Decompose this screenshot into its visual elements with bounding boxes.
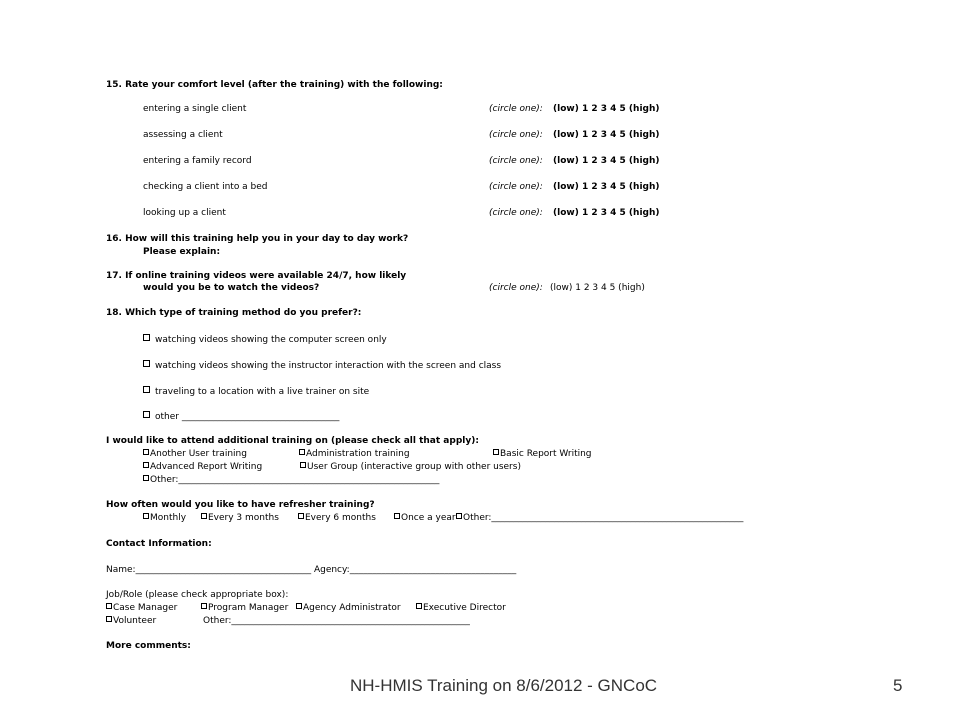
option-label: Every 3 months xyxy=(208,513,279,523)
additional-option[interactable] xyxy=(300,462,521,473)
q16-explain: Please explain: xyxy=(143,247,221,257)
checkbox-icon[interactable] xyxy=(394,513,400,519)
checkbox-icon[interactable] xyxy=(143,449,149,455)
refresher-option[interactable] xyxy=(143,513,186,524)
option-label: Other:________________________________________________________ xyxy=(463,513,744,523)
option-label: Every 6 months xyxy=(305,513,376,523)
option-label: Volunteer xyxy=(113,616,157,626)
option-label: Once a year xyxy=(401,513,456,523)
q16-title: 16. How will this training help you in your day to day work? xyxy=(106,234,409,244)
option-label: Program Manager xyxy=(208,603,289,613)
role-option[interactable] xyxy=(106,616,156,627)
q15-item-label: checking a client into a bed xyxy=(143,182,268,192)
checkbox-icon[interactable] xyxy=(143,360,150,367)
role-option[interactable] xyxy=(106,603,177,614)
checkbox-icon[interactable] xyxy=(296,603,302,609)
rating-scale[interactable]: (low) 1 2 3 4 5 (high) xyxy=(553,208,660,218)
checkbox-icon[interactable] xyxy=(493,449,499,455)
rating-scale[interactable]: (low) 1 2 3 4 5 (high) xyxy=(553,156,660,166)
option-label: Other:__________________________________________________________ xyxy=(150,475,440,485)
q18-option[interactable] xyxy=(143,411,339,423)
q18-option-label: other ___________________________________ xyxy=(155,412,340,422)
option-label: Case Manager xyxy=(113,603,178,613)
rating-scale[interactable]: (low) 1 2 3 4 5 (high) xyxy=(553,130,660,140)
rating-scale[interactable]: (low) 1 2 3 4 5 (high) xyxy=(553,104,660,114)
q18-option[interactable] xyxy=(143,386,369,398)
circle-one-label: (circle one): xyxy=(489,130,543,140)
option-label: Basic Report Writing xyxy=(500,449,592,459)
option-label: User Group (interactive group with other users) xyxy=(307,462,521,472)
q15-title: 15. Rate your comfort level (after the training) with the following: xyxy=(106,80,443,90)
q18-option-label: watching videos showing the computer screen only xyxy=(155,335,387,345)
checkbox-icon[interactable] xyxy=(299,449,305,455)
refresher-option[interactable] xyxy=(394,513,456,524)
circle-one-label: (circle one): xyxy=(489,208,543,218)
q15-item-label: looking up a client xyxy=(143,208,226,218)
q18-option[interactable] xyxy=(143,334,387,346)
checkbox-icon[interactable] xyxy=(298,513,304,519)
refresher-option[interactable] xyxy=(298,513,376,524)
q15-item-label: entering a single client xyxy=(143,104,247,114)
checkbox-icon[interactable] xyxy=(201,513,207,519)
checkbox-icon[interactable] xyxy=(143,334,150,341)
rating-scale[interactable]: (low) 1 2 3 4 5 (high) xyxy=(550,283,645,293)
more-comments-label: More comments: xyxy=(106,641,191,651)
role-option[interactable] xyxy=(201,603,288,614)
additional-training-title: I would like to attend additional training on (please check all that apply): xyxy=(106,436,479,446)
option-label: Executive Director xyxy=(423,603,506,613)
option-label: Agency Administrator xyxy=(303,603,401,613)
role-option[interactable] xyxy=(416,603,506,614)
checkbox-icon[interactable] xyxy=(143,513,149,519)
footer-title: NH-HMIS Training on 8/6/2012 - GNCoC xyxy=(350,676,658,695)
refresher-other[interactable] xyxy=(456,513,743,524)
job-role-title: Job/Role (please check appropriate box): xyxy=(106,590,289,600)
circle-one-label: (circle one): xyxy=(489,104,543,114)
q15-item-label: entering a family record xyxy=(143,156,252,166)
checkbox-icon[interactable] xyxy=(143,411,150,418)
checkbox-icon[interactable] xyxy=(143,462,149,468)
circle-one-label: (circle one): xyxy=(489,182,543,192)
checkbox-icon[interactable] xyxy=(456,513,462,519)
name-agency-line[interactable]: Name:_______________________________________ Agency:_____________________________________ xyxy=(106,565,517,575)
additional-option[interactable] xyxy=(143,462,262,473)
checkbox-icon[interactable] xyxy=(106,603,112,609)
role-option[interactable] xyxy=(296,603,401,614)
checkbox-icon[interactable] xyxy=(143,386,150,393)
checkbox-icon[interactable] xyxy=(201,603,207,609)
additional-option[interactable] xyxy=(143,449,247,460)
option-label: Monthly xyxy=(150,513,187,523)
q18-title: 18. Which type of training method do you prefer?: xyxy=(106,308,362,318)
page-number: 5 xyxy=(893,676,903,695)
checkbox-icon[interactable] xyxy=(106,616,112,622)
additional-other[interactable] xyxy=(143,475,439,486)
q15-item-label: assessing a client xyxy=(143,130,223,140)
q18-option-label: traveling to a location with a live trainer on site xyxy=(155,387,370,397)
additional-option[interactable] xyxy=(299,449,410,460)
option-label: Advanced Report Writing xyxy=(150,462,263,472)
role-other-line[interactable]: Other:_____________________________________________________ xyxy=(203,616,470,626)
q18-option-label: watching videos showing the instructor interaction with the screen and class xyxy=(155,361,502,371)
circle-one-label: (circle one): xyxy=(489,283,543,293)
checkbox-icon[interactable] xyxy=(143,475,149,481)
option-label: Administration training xyxy=(306,449,410,459)
checkbox-icon[interactable] xyxy=(416,603,422,609)
refresher-title: How often would you like to have refresher training? xyxy=(106,500,375,510)
q18-option[interactable] xyxy=(143,360,501,372)
q17-title: 17. If online training videos were available 24/7, how likely xyxy=(106,271,407,281)
checkbox-icon[interactable] xyxy=(300,462,306,468)
circle-one-label: (circle one): xyxy=(489,156,543,166)
q17-line2: would you be to watch the videos? xyxy=(143,283,320,293)
option-label: Another User training xyxy=(150,449,247,459)
rating-scale[interactable]: (low) 1 2 3 4 5 (high) xyxy=(553,182,660,192)
refresher-option[interactable] xyxy=(201,513,279,524)
contact-title: Contact Information: xyxy=(106,539,212,549)
additional-option[interactable] xyxy=(493,449,592,460)
